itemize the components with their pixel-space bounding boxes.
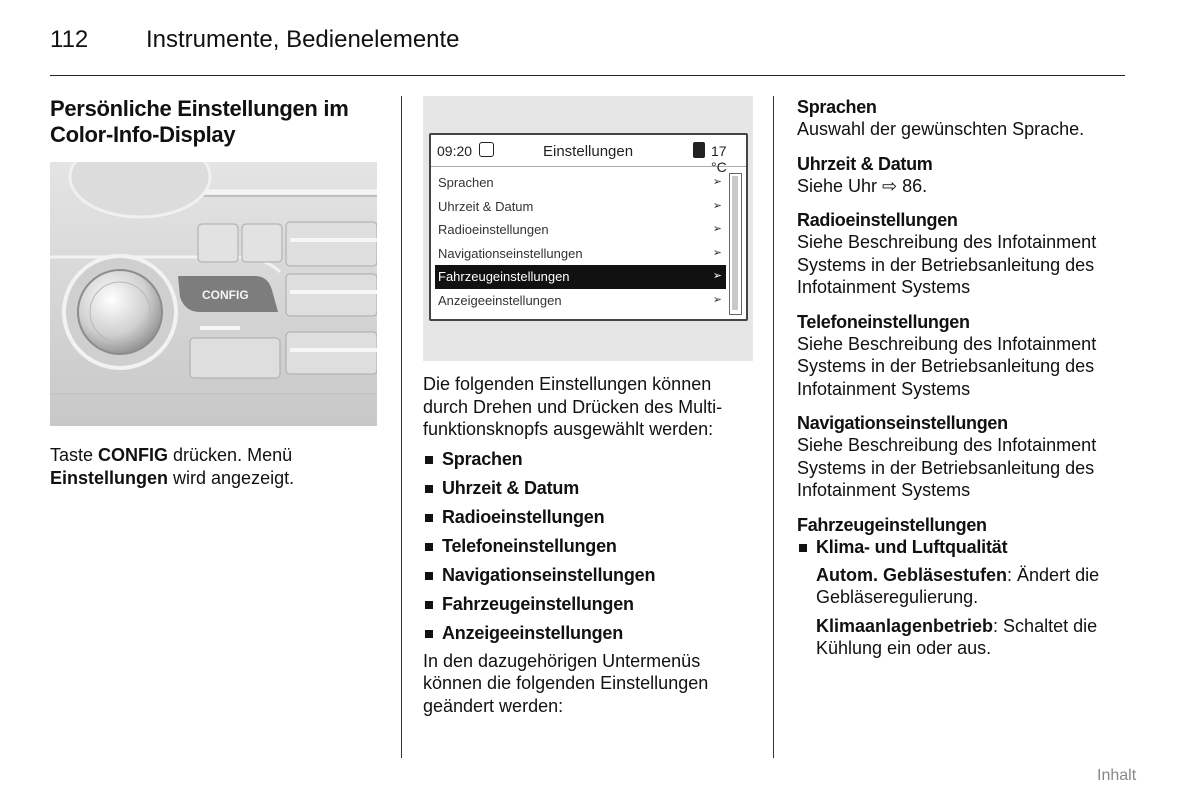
entry-title: Fahrzeugeinstellungen [797,514,987,535]
settings-bullet-item [423,622,758,644]
display-menu-label: Fahrzeugeinstellungen [438,269,570,284]
bullet-square [799,544,807,552]
photo-config-label: CONFIG [202,288,249,302]
settings-description-entry [797,209,1132,299]
entry-text: Siehe Uhr ⇨ 86. [797,175,928,196]
settings-description-entry [797,311,1132,401]
thermometer-icon [693,142,705,158]
chevron-right-icon: ➢ [712,270,722,282]
chevron-right-icon: ➢ [712,223,722,235]
bullet-label: Fahrzeugeinstellungen [442,593,634,614]
chevron-right-icon: ➢ [712,199,722,212]
menu-name-label: Einstellungen [50,467,169,488]
settings-bullet-list [423,448,758,644]
display-title: Einstellungen [543,143,634,160]
outro-paragraph: In den dazugehörigen Untermenüs können die folgenden Einstellungen geändert werden: [423,650,709,716]
bullet-square [425,456,433,464]
display-screenshot [423,96,753,361]
display-menu-label: Uhrzeit & Datum [438,198,534,214]
climate-bullet [797,536,1132,558]
display-menu-label: Radioeinstellungen [438,222,549,237]
scrollbar-thumb [732,176,738,310]
settings-description-entry [797,412,1132,502]
settings-bullet-item [423,564,758,586]
bullet-label: Klima- und Luftqualität [816,536,1008,557]
settings-descriptions [797,96,1132,502]
chevron-right-icon: ➢ [712,246,722,259]
display-menu-label: Navigationseinstellungen [438,245,583,261]
caption-text: Taste [50,445,99,465]
column-divider-right [773,96,774,758]
bullet-label: Anzeigeeinstellungen [442,622,624,643]
page-number: 112 [50,26,89,53]
entry-text: Siehe Beschreibung des Infotainment Systems in der Betriebsanleitung des Infotainment Systems [797,435,1097,500]
display-scrollbar [729,173,742,315]
bullet-square [425,485,433,493]
settings-description-entry [797,153,1132,198]
bullet-square [425,572,433,580]
item-term: Autom. Gebläsestufen [816,564,1008,585]
bullet-square [425,514,433,522]
chapter-title: Instrumente, Bedienelemente [146,26,460,53]
bullet-label: Navigationseinstellungen [442,564,656,585]
column-divider-left [401,96,402,758]
display-menu-item[interactable] [435,265,726,289]
display-menu-label: Anzeigeeinstellungen [438,292,562,308]
display-menu-label: Sprachen [438,175,494,190]
settings-bullet-item [423,535,758,557]
settings-bullet-item [423,506,758,528]
bullet-label: Sprachen [442,448,523,469]
column-right [797,96,1132,660]
section-title: Persönliche Einstellungen im Color-Info-Display [50,96,349,147]
display-menu-item[interactable] [435,242,726,266]
settings-menu-list [435,171,726,312]
entry-title: Telefoneinstellungen [797,311,970,332]
caption-text: wird angezeigt. [168,467,295,488]
chevron-right-icon: ➢ [712,176,722,188]
settings-bullet-item [423,477,758,499]
display-menu-item[interactable] [435,289,726,313]
entry-title: Radioeinstellungen [797,210,958,230]
display-header [431,135,746,175]
display-menu-item[interactable] [435,218,726,242]
column-left [50,96,380,489]
bullet-label: Uhrzeit & Datum [442,477,580,498]
climate-item [797,615,1132,660]
settings-description-entry [797,96,1132,141]
settings-bullet-item [423,593,758,615]
entry-text: Siehe Beschreibung des Infotainment Systems in der Betriebsanleitung des Infotainment Systems [797,333,1097,399]
caption-text: drücken. Menü [168,445,293,465]
display-menu-item[interactable] [435,171,726,195]
entry-title: Navigationseinstellungen [797,413,1008,433]
chevron-right-icon: ➢ [712,293,722,306]
entry-text: Auswahl der gewünschten Sprache. [797,119,1085,139]
bullet-label: Radioeinstellungen [442,506,605,527]
item-description: : Schaltet die Kühlung ein oder aus. [816,615,1098,658]
item-term: Klimaanlagenbetrieb [816,615,994,636]
config-key-label: CONFIG [98,445,169,465]
display-temperature: 17 °C [711,143,727,175]
settings-bullet-item [423,448,758,470]
entry-title: Uhrzeit & Datum [797,153,933,174]
bullet-label: Telefoneinstellungen [442,535,617,556]
display-menu-item[interactable] [435,195,726,219]
vehicle-settings-entry [797,514,1132,660]
entry-text: Siehe Beschreibung des Infotainment Systems in der Betriebsanleitung des Infotainment Systems [797,232,1097,297]
bullet-square [425,601,433,609]
bullet-square [425,630,433,638]
config-button-photo [50,162,377,426]
intro-paragraph: Die folgenden Einstellungen können durch Drehen und Drücken des Multi-funktionsknopfs ausgewählt werden: [423,374,723,439]
entry-title: Sprachen [797,97,877,117]
page-header [50,26,1125,76]
display-time: 09:20 [437,143,473,159]
clock-icon [479,142,494,157]
info-display [429,133,748,321]
item-description: : Ändert die Gebläseregulierung. [816,564,1100,607]
bullet-square [425,543,433,551]
column-middle [423,96,758,717]
dashboard-controls-illustration [50,162,377,426]
table-of-contents-link[interactable]: Inhalt [1097,767,1137,784]
climate-item [797,564,1132,609]
config-caption [50,444,380,489]
